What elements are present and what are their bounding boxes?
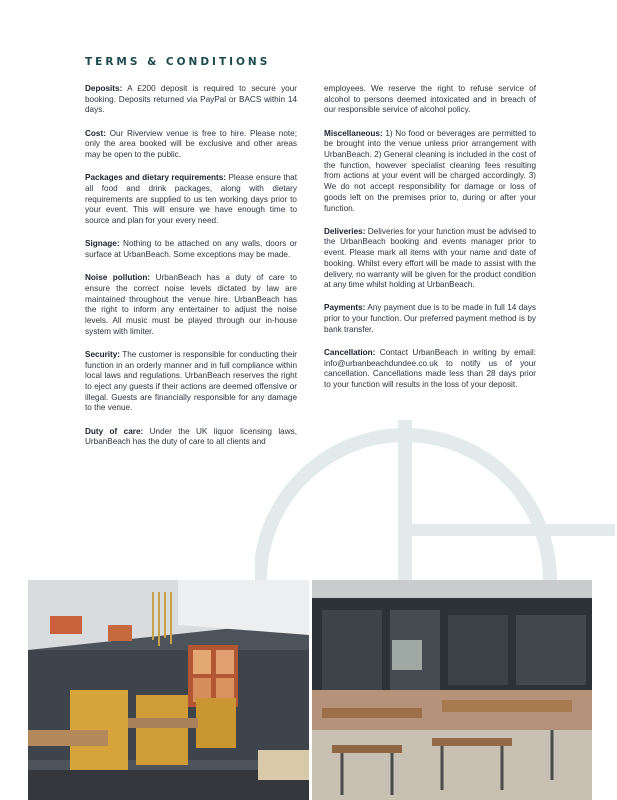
terms-paragraph: Deposits: A £200 deposit is required to secure your booking. Deposits returned via PayPal or BACS within 14 days. bbox=[85, 84, 297, 115]
terrace-dining-photo bbox=[312, 580, 592, 800]
terms-paragraph: Security: The customer is responsible for conducting their function in an orderly manner and in full compliance within local laws and regulations. UrbanBeach reserves the right to eject any guests if their actions are deemed offensive or illegal. Guests are financially responsible for any damage to the venue. bbox=[85, 349, 297, 413]
interior-booth-seating-photo bbox=[28, 580, 309, 800]
terms-paragraph: Duty of care: Under the UK liquor licensing laws, UrbanBeach has the duty of care to all clients and bbox=[85, 426, 298, 447]
terms-paragraph: Cost: Our Riverview venue is free to hire. Please note; only the area booked will be exclusive and other areas may be open to the public. bbox=[85, 128, 297, 160]
left-column bbox=[85, 84, 297, 460]
terms-paragraph: Packages and dietary requirements: Please ensure that all food and drink packages, along with dietary requirements are supplied to us ten working days prior to your event. This will ensure we have enough time to source and plan for your every need. bbox=[85, 173, 297, 226]
terms-paragraph: Signage: Nothing to be attached on any walls, doors or surface at UrbanBeach. Some exceptions may be made. bbox=[85, 239, 297, 259]
terms-paragraph: Miscellaneous: 1) No food or beverages are permitted to be brought into the venue unless prior arrangement with UrbanBeach. 2) General cleaning is included in the cost of the function, however specialist cleaning fees resulting from actions at your event will be charged accordingly. 3) We do not accept responsibility for damage or loss of goods left on the premises prior to, during or after your function. bbox=[324, 128, 536, 213]
page-title: TERMS & CONDITIONS bbox=[85, 56, 271, 68]
terms-paragraph: employees. We reserve the right to refuse service of alcohol to persons deemed intoxicated and in breach of our responsible service of alcohol policy. bbox=[324, 84, 536, 115]
terms-paragraph: Cancellation: Contact UrbanBeach in writing by email: info@urbanbeachdundee.co.uk to notify us of your cancellation. Cancellations made less than 28 days prior to your function will results in the loss of your deposit. bbox=[324, 348, 536, 390]
terms-paragraph: Deliveries: Deliveries for your function must be advised to the UrbanBeach booking and events manager prior to event. Please mark all items with your name and date of booking. Whilst every effort will be made to assist with the delivery, no warranty will be given for the product condition at any time whilst holding at UrbanBeach. bbox=[324, 226, 536, 290]
right-column bbox=[324, 84, 536, 403]
terms-paragraph: Payments: Any payment due is to be made in full 14 days prior to your function. Our preferred payment method is by bank transfer. bbox=[324, 303, 536, 334]
terms-paragraph: Noise pollution: UrbanBeach has a duty of care to ensure the correct noise levels dictated by law are maintained throughout the venue hire. UrbanBeach has the right to inform any entertainer to adjust the noise levels. All music must be played through our in-house system with limiter. bbox=[85, 273, 297, 336]
